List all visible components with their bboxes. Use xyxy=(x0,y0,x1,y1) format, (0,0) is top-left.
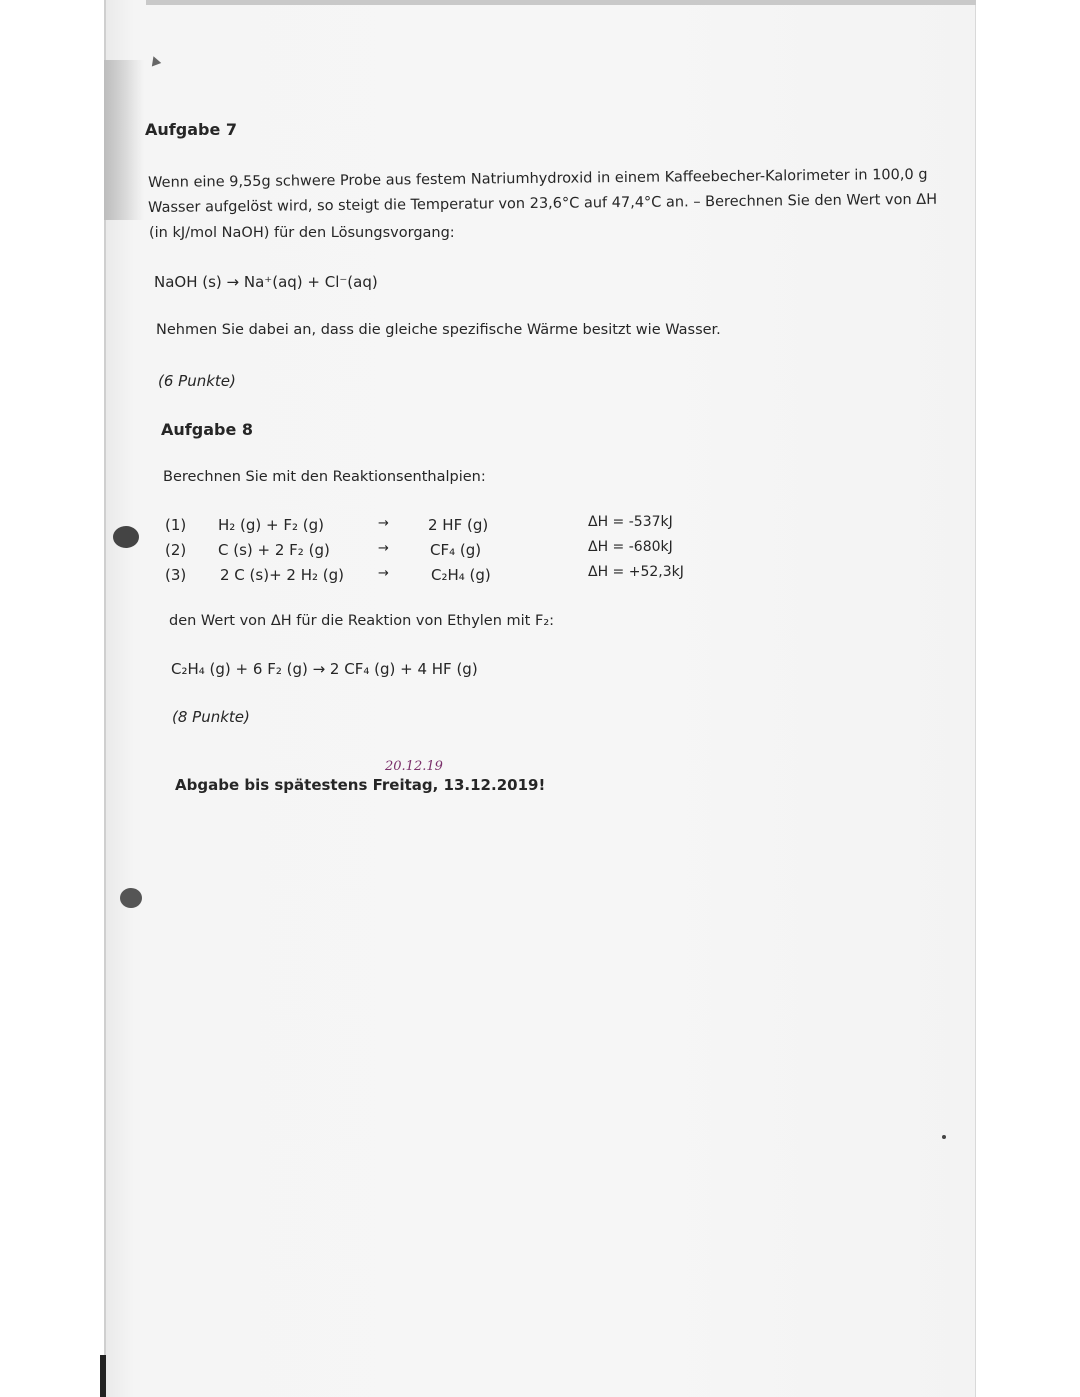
handwritten-date: 20.12.19 xyxy=(385,759,443,774)
reaction-products: C₂H₄ (g) xyxy=(431,566,491,584)
reaction-reactants: H₂ (g) + F₂ (g) xyxy=(218,516,325,534)
reaction-reactants: 2 C (s)+ 2 H₂ (g) xyxy=(220,566,345,584)
punch-hole xyxy=(120,888,142,908)
task8-question: den Wert von ΔH für die Reaktion von Ethylen mit F₂: xyxy=(169,613,555,629)
paper-speck xyxy=(942,1135,946,1139)
reaction-enthalpy: ΔH = -680kJ xyxy=(588,539,673,555)
task7-reaction: NaOH (s) → Na⁺(aq) + Cl⁻(aq) xyxy=(154,273,378,291)
reaction-number: (1) xyxy=(165,516,187,534)
task7-points: (6 Punkte) xyxy=(158,372,236,390)
reaction-number: (2) xyxy=(165,541,187,559)
reaction-arrow: → xyxy=(378,566,389,581)
paper-top-edge xyxy=(146,0,976,5)
reaction-arrow: → xyxy=(378,541,389,556)
task7-assumption: Nehmen Sie dabei an, dass die gleiche spezifische Wärme besitzt wie Wasser. xyxy=(156,322,721,338)
task7-line-1: Wenn eine 9,55g schwere Probe aus festem Natriumhydroxid in einem Kaffeebecher-Kalorimeter in 100,0 g xyxy=(148,166,928,191)
reaction-reactants: C (s) + 2 F₂ (g) xyxy=(218,541,330,559)
task8-points: (8 Punkte) xyxy=(172,708,250,726)
reaction-products: CF₄ (g) xyxy=(430,541,482,559)
task7-line-3: (in kJ/mol NaOH) für den Lösungsvorgang: xyxy=(149,225,455,241)
reaction-arrow: → xyxy=(378,516,389,531)
punch-hole xyxy=(113,526,139,548)
task7-line-2: Wasser aufgelöst wird, so steigt die Temperatur von 23,6°C auf 47,4°C an. – Berechnen Sie den Wert von ΔH xyxy=(148,191,938,216)
task7-heading: Aufgabe 7 xyxy=(145,120,237,139)
reaction-enthalpy: ΔH = +52,3kJ xyxy=(588,564,684,580)
deadline-text: Abgabe bis spätestens Freitag, 13.12.2019! xyxy=(175,776,546,794)
paper-fold-shadow xyxy=(104,60,144,220)
paper-edge-mark xyxy=(100,1355,106,1397)
task8-target-reaction: C₂H₄ (g) + 6 F₂ (g) → 2 CF₄ (g) + 4 HF (g) xyxy=(171,660,478,678)
reaction-enthalpy: ΔH = -537kJ xyxy=(588,514,673,530)
task8-heading: Aufgabe 8 xyxy=(161,420,253,439)
task8-intro: Berechnen Sie mit den Reaktionsenthalpien: xyxy=(163,469,486,485)
reaction-number: (3) xyxy=(165,566,187,584)
reaction-products: 2 HF (g) xyxy=(428,516,489,534)
